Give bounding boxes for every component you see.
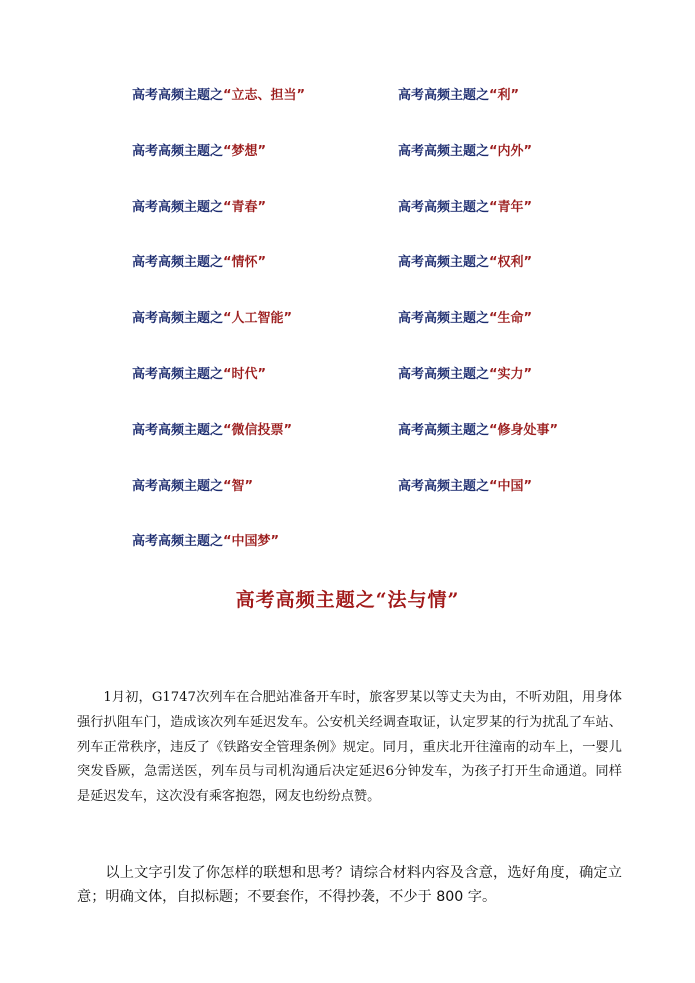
topic-link-keyword: “中国” [489,478,533,494]
topic-link-row [132,365,602,421]
article-title: 高考高频主题之“法与情” [235,589,460,611]
topic-link-prefix: 高考高频主题之 [398,199,490,215]
topic-link[interactable] [398,86,519,106]
topic-link[interactable] [132,365,266,385]
topic-link-prefix: 高考高频主题之 [398,422,490,438]
topic-link-prefix: 高考高频主题之 [132,255,224,271]
related-topics-list [132,86,602,588]
topic-link[interactable] [132,421,292,441]
topic-link-row [132,421,602,477]
topic-link-prefix: 高考高频主题之 [398,478,490,494]
topic-link[interactable] [132,142,266,162]
topic-link-prefix: 高考高频主题之 [398,255,490,271]
topic-link[interactable] [132,198,266,218]
topic-link-keyword: “人工智能” [223,311,293,327]
topic-link-keyword: “智” [223,478,254,494]
topic-link-row [132,142,602,198]
topic-link-row [132,477,602,533]
topic-link-prefix: 高考高频主题之 [132,88,224,103]
topic-link[interactable] [398,309,532,329]
material-paragraph: 1月初，G1747次列车在合肥站准备开车时，旅客罗某以等丈夫为由，不听劝阻，用身体强行扒阻车门，造成该次列车延迟发车。公安机关经调查取证，认定罗某的行为扰乱了车站、列车正常秩序，违反了《铁路安全管理条例》规定。同月，重庆北开往潼南的动车上，一婴儿突发昏厥，急需送医，列车员与司机沟通后决定延迟6分钟发车，为孩子打开生命通道。同样是延迟发车，这次没有乘客抱怨，网友也纷纷点赞。 [77,690,622,805]
topic-link-prefix: 高考高频主题之 [132,478,224,494]
topic-link-keyword: “利” [489,88,520,103]
topic-link-keyword: “时代” [223,366,267,382]
topic-link-keyword: “梦想” [223,143,267,159]
topic-link[interactable] [398,198,532,218]
topic-link-keyword: “修身处事” [489,422,559,438]
topic-link-keyword: “立志、担当” [223,88,306,103]
topic-link-prefix: 高考高频主题之 [398,143,490,159]
topic-link-row [132,86,602,142]
topic-link-prefix: 高考高频主题之 [132,534,224,550]
topic-link-prefix: 高考高频主题之 [398,366,490,382]
topic-link-prefix: 高考高频主题之 [132,366,224,382]
topic-link-prefix: 高考高频主题之 [132,199,224,215]
topic-link[interactable] [132,477,253,497]
topic-link[interactable] [132,86,305,106]
topic-link-prefix: 高考高频主题之 [132,422,224,438]
topic-link-prefix: 高考高频主题之 [132,311,224,327]
topic-link[interactable] [398,253,532,273]
topic-link-keyword: “实力” [489,366,533,382]
topic-link-keyword: “生命” [489,311,533,327]
topic-link-keyword: “青春” [223,199,267,215]
topic-link-keyword: “情怀” [223,255,267,271]
topic-link-prefix: 高考高频主题之 [398,311,490,327]
topic-link[interactable] [398,421,558,441]
topic-link[interactable] [398,142,532,162]
topic-link[interactable] [132,253,266,273]
topic-link-keyword: “青年” [489,199,533,215]
topic-link-row [132,253,602,309]
topic-link-keyword: “权利” [489,255,533,271]
topic-link[interactable] [132,532,279,552]
topic-link-keyword: “内外” [489,143,533,159]
topic-link-keyword: “中国梦” [223,534,280,550]
topic-link-keyword: “微信投票” [223,422,293,438]
topic-link[interactable] [398,477,532,497]
topic-link-prefix: 高考高频主题之 [398,88,490,103]
essay-prompt-paragraph: 以上文字引发了你怎样的联想和思考？请综合材料内容及含意，选好角度，确定立意；明确文体，自拟标题；不要套作，不得抄袭，不少于 800 字。 [77,865,622,905]
topic-link-row [132,198,602,254]
topic-link-prefix: 高考高频主题之 [132,143,224,159]
topic-link[interactable] [132,309,292,329]
topic-link-row [132,532,602,588]
topic-link[interactable] [398,365,532,385]
topic-link-row [132,309,602,365]
